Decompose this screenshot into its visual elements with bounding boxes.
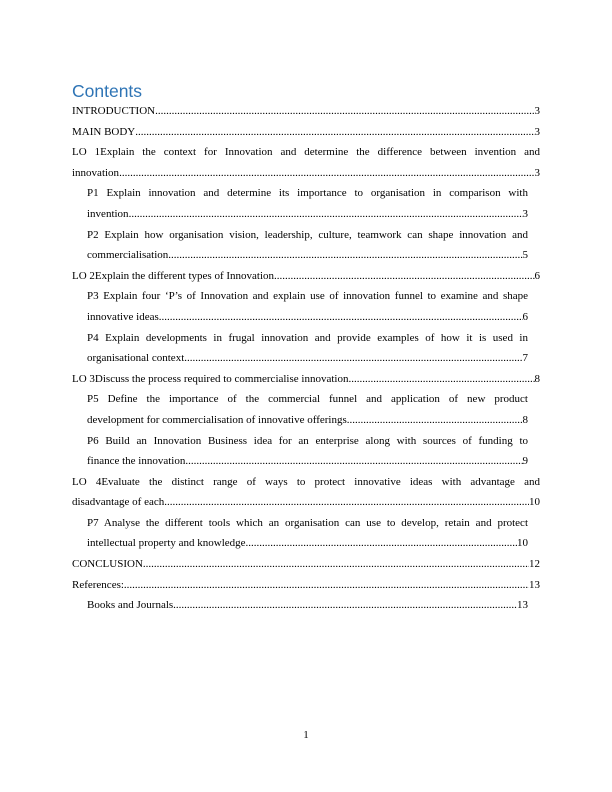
toc-page-number: 9 — [522, 455, 528, 468]
toc-page-number: 10 — [529, 496, 540, 509]
toc-entry[interactable] — [72, 575, 540, 596]
dot-leader — [185, 451, 522, 472]
dot-leader — [347, 410, 523, 431]
toc-entry-title: disadvantage of each — [72, 496, 165, 509]
toc-entry[interactable] — [87, 389, 528, 430]
toc-entry-title: MAIN BODY — [72, 125, 136, 138]
toc-entry-text: LO 1Explain the context for Innovation and determine the difference between invention and — [72, 146, 540, 159]
toc-entry[interactable] — [72, 266, 540, 287]
toc-entry-line — [87, 595, 528, 616]
dot-leader — [246, 533, 517, 554]
toc-entry-line — [72, 266, 540, 287]
toc-entry-text: P3 Explain four ‘P’s of Innovation and explain use of innovation funnel to examine and shape — [87, 290, 528, 303]
toc-entry-line — [87, 204, 528, 225]
toc-page-number: 3 — [522, 207, 528, 220]
dot-leader — [274, 266, 534, 287]
toc-page-number: 10 — [517, 537, 528, 550]
toc-entry-line — [87, 533, 528, 554]
toc-page-number: 3 — [534, 166, 540, 179]
toc-entry-line — [72, 369, 540, 390]
toc-entry-title: organisational context — [87, 352, 185, 365]
toc-entry-text: P6 Build an Innovation Business idea for an enterprise along with sources of funding to — [87, 434, 528, 447]
toc-entry-title: development for commercialisation of innovative offerings — [87, 413, 347, 426]
toc-page-number: 12 — [529, 558, 540, 571]
toc-entry-line — [87, 348, 528, 369]
toc-entry-text: P2 Explain how organisation vision, leadership, culture, teamwork can shape innovation and — [87, 228, 528, 241]
table-of-contents — [72, 101, 540, 616]
toc-entry-title: CONCLUSION — [72, 558, 143, 571]
toc-entry-line — [72, 122, 540, 143]
toc-entry-title: invention — [87, 207, 129, 220]
toc-entry-line — [87, 307, 528, 328]
toc-entry[interactable] — [72, 101, 540, 122]
dot-leader — [124, 575, 529, 596]
toc-entry[interactable] — [87, 328, 528, 369]
toc-page-number: 13 — [517, 599, 528, 612]
dot-leader — [129, 204, 523, 225]
toc-entry[interactable] — [87, 286, 528, 327]
toc-entry-title: INTRODUCTION — [72, 105, 156, 117]
toc-entry-text: LO 4Evaluate the distinct range of ways to protect innovative ideas with advantage and — [72, 475, 540, 488]
toc-entry-line — [87, 410, 528, 431]
toc-page-number: 8 — [522, 413, 528, 426]
dot-leader — [164, 492, 529, 513]
toc-entry-line — [72, 492, 540, 513]
toc-page-number: 8 — [534, 372, 540, 385]
toc-entry[interactable] — [87, 183, 528, 224]
toc-entry-line — [87, 245, 528, 266]
dot-leader — [155, 101, 534, 122]
toc-entry-line — [72, 554, 540, 575]
dot-leader — [184, 348, 522, 369]
toc-entry-title: commercialisation — [87, 249, 169, 262]
toc-page-number: 5 — [522, 249, 528, 262]
toc-entry[interactable] — [87, 225, 528, 266]
toc-entry[interactable] — [72, 472, 540, 513]
dot-leader — [135, 122, 534, 143]
toc-entry-text: P4 Explain developments in frugal innovation and provide examples of how it is used in — [87, 331, 528, 344]
toc-entry[interactable] — [87, 513, 528, 554]
toc-entry-title: LO 3Discuss the process required to commercialise innovation — [72, 372, 349, 385]
toc-entry-title: Books and Journals — [87, 599, 174, 612]
toc-entry-text: P7 Analyse the different tools which an organisation can use to develop, retain and protect — [87, 516, 528, 529]
dot-leader — [143, 554, 529, 575]
toc-heading: Contents — [72, 81, 143, 101]
toc-entry[interactable] — [72, 369, 540, 390]
toc-entry-line — [72, 163, 540, 184]
toc-page-number: 3 — [534, 125, 540, 138]
toc-entry[interactable] — [72, 142, 540, 183]
toc-entry-line — [87, 451, 528, 472]
toc-entry[interactable] — [87, 431, 528, 472]
toc-entry-text: P1 Explain innovation and determine its importance to organisation in comparison with — [87, 187, 528, 200]
page-number: 1 — [303, 729, 309, 741]
toc-entry-title: intellectual property and knowledge — [87, 537, 246, 550]
toc-entry-text: P5 Define the importance of the commercial funnel and application of new product — [87, 393, 528, 406]
toc-entry[interactable] — [87, 595, 528, 616]
toc-page-number: 6 — [522, 310, 528, 323]
toc-entry-title: LO 2Explain the different types of Innovation — [72, 269, 275, 282]
toc-entry[interactable] — [72, 554, 540, 575]
toc-entry-title: finance the innovation — [87, 455, 186, 468]
toc-page-number: 6 — [534, 269, 540, 282]
dot-leader — [119, 163, 534, 184]
dot-leader — [168, 245, 522, 266]
toc-page-number: 13 — [529, 578, 540, 591]
toc-entry[interactable] — [72, 122, 540, 143]
toc-entry-line — [72, 575, 540, 596]
toc-entry-title: innovative ideas — [87, 310, 159, 323]
dot-leader — [159, 307, 523, 328]
toc-page-number: 3 — [534, 105, 540, 117]
toc-entry-title: innovation — [72, 166, 120, 179]
dot-leader — [348, 369, 534, 390]
toc-entry-title: References: — [72, 578, 124, 591]
toc-page-number: 7 — [522, 352, 528, 365]
dot-leader — [173, 595, 517, 616]
toc-entry-line — [72, 101, 540, 122]
